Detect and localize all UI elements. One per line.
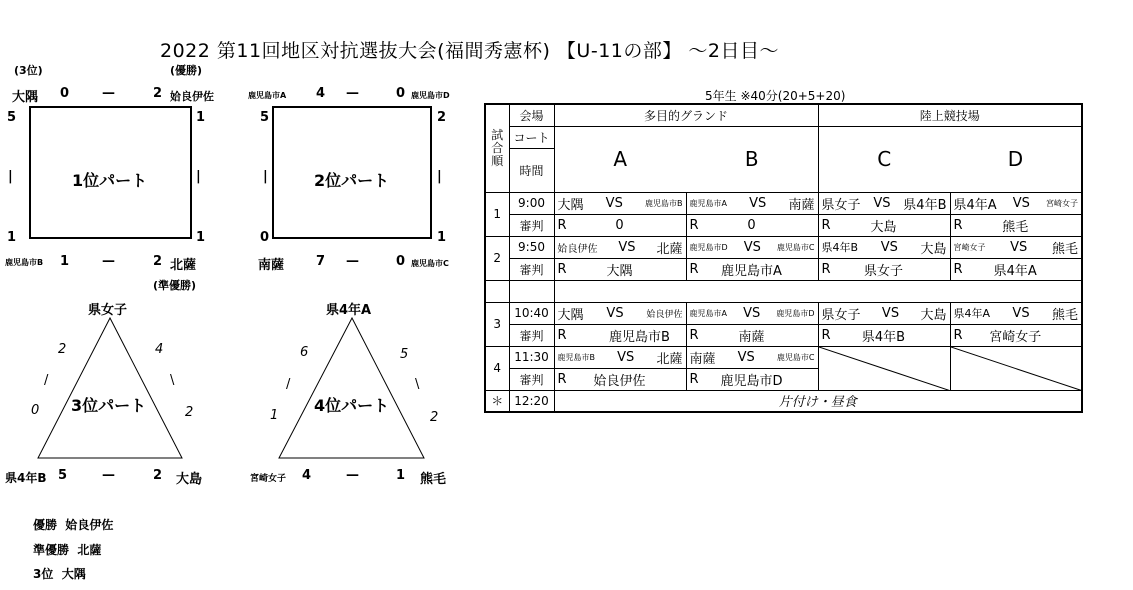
score: 4 bbox=[155, 342, 164, 357]
match-cell bbox=[554, 192, 686, 214]
ref-mark: R bbox=[557, 327, 567, 343]
score: 2 bbox=[58, 342, 67, 357]
match-cell bbox=[818, 302, 950, 324]
vs-label: VS bbox=[1012, 195, 1030, 211]
table-row bbox=[485, 192, 1082, 214]
team-home: 大隅 bbox=[557, 197, 584, 213]
referee-cell bbox=[818, 258, 950, 280]
dash: — bbox=[102, 86, 115, 101]
referee-cell bbox=[686, 324, 818, 346]
divider-bar: / bbox=[286, 377, 291, 392]
table-row bbox=[485, 390, 1082, 412]
score: 1 bbox=[396, 468, 406, 483]
ref-team: 鹿児島市D bbox=[720, 373, 783, 389]
result-row bbox=[33, 565, 86, 582]
referee-cell bbox=[818, 324, 950, 346]
score: 0 bbox=[31, 403, 40, 418]
score: 1 bbox=[7, 230, 17, 245]
score: 2 bbox=[185, 405, 194, 420]
ref-mark: R bbox=[953, 261, 963, 277]
match-cell bbox=[554, 346, 686, 368]
team-name: 大島 bbox=[176, 472, 203, 487]
score: 1 bbox=[270, 408, 279, 423]
referee-cell bbox=[950, 214, 1082, 236]
time-header: 時間 bbox=[509, 148, 554, 192]
ref-mark: R bbox=[821, 327, 831, 343]
score: 2 bbox=[153, 468, 163, 483]
triangle-shape bbox=[0, 0, 1, 1]
dash: — bbox=[346, 86, 359, 101]
referee-label: 審判 bbox=[509, 258, 554, 280]
court-label: A bbox=[554, 126, 686, 192]
game-time: 10:40 bbox=[509, 302, 554, 324]
score: 0 bbox=[396, 86, 406, 101]
referee-label: 審判 bbox=[509, 324, 554, 346]
table-row bbox=[485, 104, 1082, 126]
team-away: 北薩 bbox=[656, 351, 683, 367]
empty-slot bbox=[950, 346, 1082, 390]
table-row bbox=[485, 236, 1082, 258]
result-team: 姶良伊佐 bbox=[65, 518, 114, 532]
score: 0 bbox=[60, 86, 70, 101]
score: 0 bbox=[260, 230, 270, 245]
score: 5 bbox=[58, 468, 68, 483]
referee-label: 審判 bbox=[509, 368, 554, 390]
part-label: 1位パート bbox=[72, 171, 148, 190]
team-home: 鹿児島市D bbox=[689, 242, 728, 252]
ref-team: 県4年B bbox=[861, 329, 906, 345]
team-home: 県4年A bbox=[953, 197, 997, 213]
result-rank: 優勝 bbox=[33, 518, 58, 532]
ref-team: 姶良伊佐 bbox=[593, 373, 646, 389]
team-name: 宮崎女子 bbox=[250, 474, 287, 484]
match-cell bbox=[686, 346, 818, 368]
diagonal-strike bbox=[951, 347, 1083, 391]
team-name: 熊毛 bbox=[420, 472, 447, 487]
result-team: 北薩 bbox=[77, 543, 102, 557]
match-cell bbox=[554, 302, 686, 324]
court-label: D bbox=[950, 126, 1082, 192]
court-header: コート bbox=[509, 126, 554, 148]
team-away: 大島 bbox=[920, 241, 947, 257]
table-row bbox=[485, 302, 1082, 324]
vs-label: VS bbox=[743, 239, 761, 255]
runner-up-tag: (準優勝) bbox=[153, 279, 197, 292]
schedule-table bbox=[484, 103, 1083, 413]
ref-mark: R bbox=[821, 217, 831, 233]
ref-team: 大隅 bbox=[606, 263, 633, 279]
team-home: 県4年A bbox=[953, 307, 991, 320]
diagonal-strike bbox=[819, 347, 951, 391]
referee-cell bbox=[686, 258, 818, 280]
referee-cell bbox=[554, 368, 686, 390]
game-time: 11:30 bbox=[509, 346, 554, 368]
team-home: 鹿児島市A bbox=[689, 198, 727, 208]
team-away: 南薩 bbox=[788, 197, 815, 213]
match-cell bbox=[950, 192, 1082, 214]
vs-label: VS bbox=[1012, 305, 1030, 321]
venue-name: 多目的グランド bbox=[554, 104, 818, 126]
team-home: 鹿児島市A bbox=[689, 308, 727, 318]
vs-label: VS bbox=[873, 195, 891, 211]
ref-mark: R bbox=[953, 217, 963, 233]
team-home: 県4年B bbox=[821, 241, 859, 254]
referee-cell bbox=[950, 324, 1082, 346]
match-cell bbox=[554, 236, 686, 258]
divider-bar: | bbox=[437, 169, 442, 184]
blank-cell bbox=[509, 280, 554, 302]
vs-label: VS bbox=[605, 195, 623, 211]
team-away: 熊毛 bbox=[1051, 241, 1078, 257]
score: 5 bbox=[400, 347, 409, 362]
match-cell bbox=[950, 236, 1082, 258]
referee-label: 審判 bbox=[509, 214, 554, 236]
result-row bbox=[33, 541, 101, 558]
part-label: 4位パート bbox=[314, 396, 390, 415]
vs-label: VS bbox=[606, 305, 624, 321]
order-header bbox=[485, 104, 509, 192]
score: 1 bbox=[196, 110, 206, 125]
dash: — bbox=[346, 468, 359, 483]
ref-mark: R bbox=[689, 371, 699, 387]
vs-label: VS bbox=[737, 349, 755, 365]
divider-bar: | bbox=[263, 169, 268, 184]
ref-team: 0 bbox=[615, 217, 624, 233]
score: 0 bbox=[396, 254, 406, 269]
team-away: 県4年B bbox=[903, 197, 947, 213]
match-cell bbox=[950, 302, 1082, 324]
schedule-caption: 5年生 ※40分(20+5+20) bbox=[705, 89, 846, 103]
ref-team: 宮崎女子 bbox=[989, 329, 1042, 345]
vs-label: VS bbox=[749, 195, 767, 211]
score: 2 bbox=[153, 254, 163, 269]
ref-mark: R bbox=[689, 261, 699, 277]
referee-cell bbox=[686, 368, 818, 390]
referee-cell bbox=[950, 258, 1082, 280]
vs-label: VS bbox=[880, 239, 898, 255]
divider-bar: / bbox=[44, 373, 49, 388]
ref-team: 県女子 bbox=[863, 263, 903, 279]
team-name: 姶良伊佐 bbox=[170, 90, 214, 103]
team-away: 鹿児島市B bbox=[644, 198, 683, 208]
ref-mark: R bbox=[557, 217, 567, 233]
dash: — bbox=[102, 468, 115, 483]
ref-team: 鹿児島市A bbox=[721, 263, 782, 279]
score: 6 bbox=[300, 345, 309, 360]
team-home: 南薩 bbox=[689, 351, 716, 367]
ref-mark: R bbox=[689, 327, 699, 343]
referee-cell bbox=[554, 214, 686, 236]
blank-cell bbox=[554, 280, 1082, 302]
referee-cell bbox=[686, 214, 818, 236]
team-name: 県4年A bbox=[326, 303, 372, 318]
score: 1 bbox=[60, 254, 70, 269]
dash: — bbox=[346, 254, 359, 269]
team-away: 北薩 bbox=[656, 241, 683, 257]
team-home: 大隅 bbox=[557, 307, 584, 323]
dash: — bbox=[102, 254, 115, 269]
score: 5 bbox=[7, 110, 17, 125]
game-number: 1 bbox=[485, 192, 509, 236]
referee-cell bbox=[554, 324, 686, 346]
final-mark: ＊ bbox=[485, 390, 509, 412]
score: 4 bbox=[302, 468, 312, 483]
winner-tag: (優勝) bbox=[170, 64, 203, 77]
result-rank: 準優勝 bbox=[33, 543, 70, 557]
ref-team: 熊毛 bbox=[1002, 219, 1029, 235]
team-name: 県女子 bbox=[88, 303, 128, 318]
score: 7 bbox=[316, 254, 326, 269]
result-rank: 3位 bbox=[33, 567, 54, 581]
divider-bar: \ bbox=[170, 373, 175, 388]
game-time: 9:50 bbox=[509, 236, 554, 258]
vs-label: VS bbox=[618, 239, 636, 255]
game-number: 2 bbox=[485, 236, 509, 280]
court-label: B bbox=[686, 126, 818, 192]
team-home: 姶良伊佐 bbox=[557, 243, 598, 255]
venue-name: 陸上競技場 bbox=[818, 104, 1082, 126]
ref-team: 県4年A bbox=[993, 263, 1037, 279]
vs-label: VS bbox=[1010, 239, 1028, 255]
team-home: 県女子 bbox=[821, 307, 861, 323]
team-name: 県4年B bbox=[5, 471, 47, 485]
court-label: C bbox=[818, 126, 950, 192]
ref-mark: R bbox=[821, 261, 831, 277]
team-name: 鹿児島市A bbox=[248, 91, 287, 100]
ref-mark: R bbox=[557, 371, 567, 387]
team-home: 県女子 bbox=[821, 197, 861, 213]
score: 5 bbox=[260, 110, 270, 125]
match-cell bbox=[818, 192, 950, 214]
team-away: 鹿児島市C bbox=[776, 352, 815, 362]
score: 2 bbox=[437, 110, 447, 125]
blank-cell bbox=[485, 280, 509, 302]
team-name: 南薩 bbox=[258, 258, 285, 273]
break-note: 片付け・昼食 bbox=[554, 390, 1082, 412]
team-name: 鹿児島市D bbox=[411, 91, 450, 100]
team-away: 大島 bbox=[920, 307, 947, 323]
ref-mark: R bbox=[689, 217, 699, 233]
score: 1 bbox=[437, 230, 447, 245]
vs-label: VS bbox=[743, 305, 761, 321]
divider-bar: | bbox=[196, 169, 201, 184]
table-row bbox=[485, 324, 1082, 346]
match-cell bbox=[686, 302, 818, 324]
team-away: 鹿児島市C bbox=[776, 242, 815, 252]
ref-mark: R bbox=[557, 261, 567, 277]
table-row bbox=[485, 214, 1082, 236]
divider-bar: | bbox=[8, 169, 13, 184]
order-header-text: 試合順 bbox=[491, 127, 504, 168]
empty-slot bbox=[818, 346, 950, 390]
team-home: 宮崎女子 bbox=[953, 242, 986, 252]
team-home: 鹿児島市B bbox=[557, 352, 595, 362]
match-cell bbox=[818, 236, 950, 258]
vs-label: VS bbox=[881, 305, 900, 321]
game-time: 12:20 bbox=[509, 390, 554, 412]
table-row bbox=[485, 280, 1082, 302]
team-name: 北薩 bbox=[170, 258, 197, 273]
score: 2 bbox=[430, 410, 439, 425]
part-label: 2位パート bbox=[314, 171, 390, 190]
referee-cell bbox=[818, 214, 950, 236]
team-away: 鹿児島市D bbox=[776, 308, 815, 318]
divider-bar: \ bbox=[415, 377, 420, 392]
game-number: 4 bbox=[485, 346, 509, 390]
referee-cell bbox=[554, 258, 686, 280]
team-name: 鹿児島市B bbox=[5, 258, 44, 267]
team-name: 大隅 bbox=[12, 90, 39, 105]
venue-header: 会場 bbox=[509, 104, 554, 126]
ref-team: 0 bbox=[747, 217, 756, 233]
part-label: 3位パート bbox=[71, 396, 147, 415]
score: 1 bbox=[196, 230, 206, 245]
score: 2 bbox=[153, 86, 163, 101]
ref-mark: R bbox=[953, 327, 963, 343]
ref-team: 南薩 bbox=[738, 329, 765, 345]
table-row bbox=[485, 346, 1082, 368]
team-name: 鹿児島市C bbox=[411, 259, 449, 268]
match-cell bbox=[686, 236, 818, 258]
ref-team: 大島 bbox=[870, 219, 897, 235]
team-away: 宮崎女子 bbox=[1045, 198, 1078, 208]
result-row bbox=[33, 516, 113, 533]
team-away: 姶良伊佐 bbox=[646, 309, 683, 320]
team-away: 熊毛 bbox=[1051, 307, 1078, 323]
table-row bbox=[485, 126, 1082, 148]
table-row bbox=[485, 258, 1082, 280]
result-team: 大隅 bbox=[61, 567, 86, 581]
score: 4 bbox=[316, 86, 326, 101]
vs-label: VS bbox=[617, 349, 635, 365]
page-title: 2022 第11回地区対抗選抜大会(福間秀憲杯) 【U-11の部】 〜2日目〜 bbox=[160, 40, 780, 62]
ref-team: 鹿児島市B bbox=[609, 329, 670, 345]
game-time: 9:00 bbox=[509, 192, 554, 214]
third-place-tag: (3位) bbox=[14, 64, 43, 77]
match-cell bbox=[686, 192, 818, 214]
game-number: 3 bbox=[485, 302, 509, 346]
